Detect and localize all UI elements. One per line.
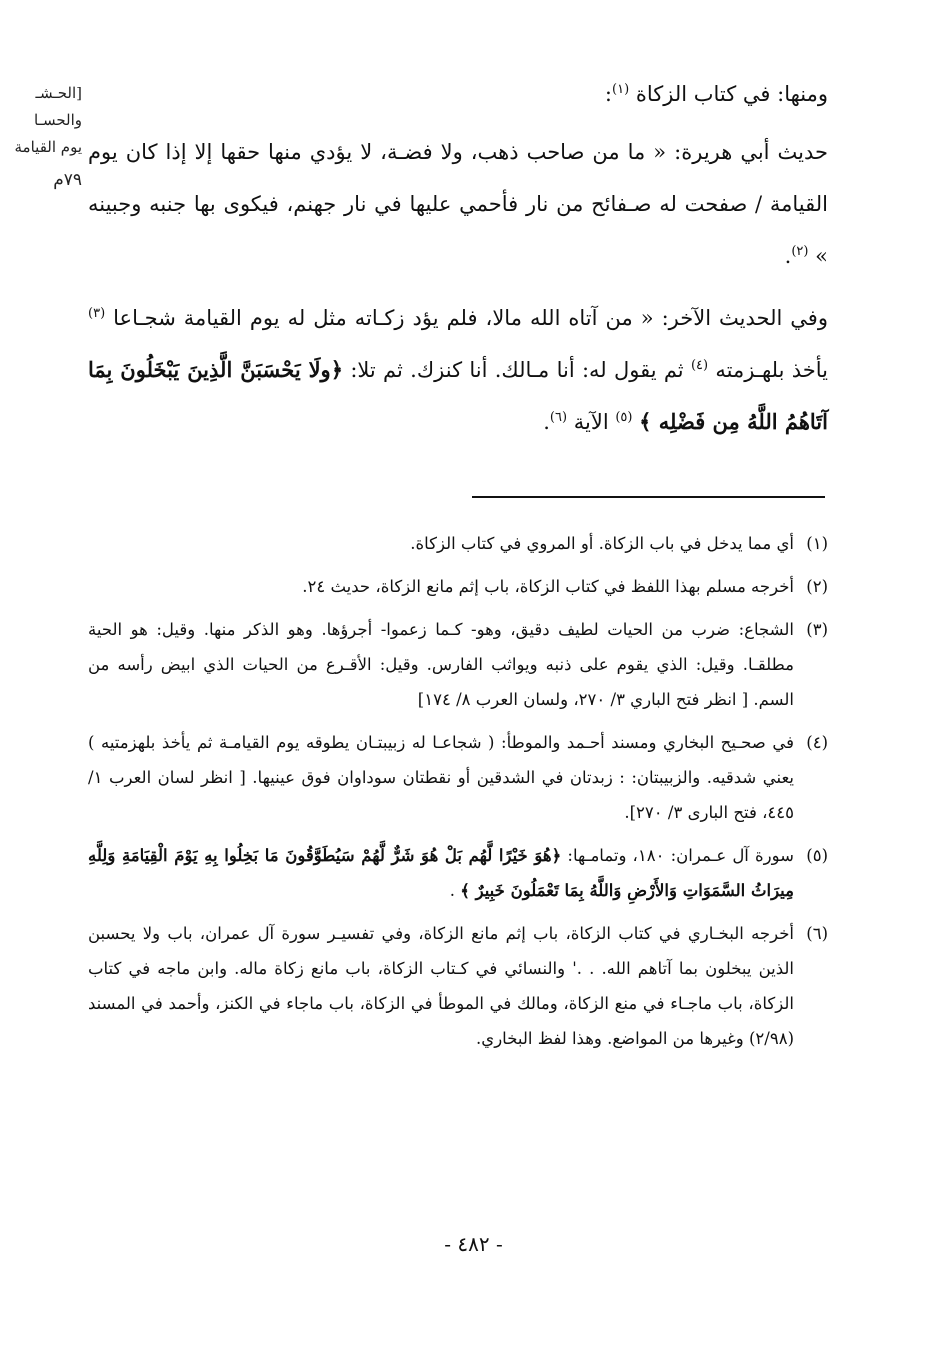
footnote-end: . xyxy=(449,881,455,900)
quran-verse: ﴿ولَا يَحْسَبَنَّ الَّذِينَ يَبْخَلُونَ بِمَا آتَاهُمُ اللَّهُ مِن فَضْلِه ﴾ xyxy=(88,357,828,434)
margin-note-line: والحسـا xyxy=(33,111,82,129)
footnote-4 xyxy=(88,725,828,830)
footnote-ref: (٢) xyxy=(791,244,809,259)
footnote-separator xyxy=(472,496,825,498)
margin-note-line: [الحـشـ xyxy=(35,84,82,102)
footnote-text: سورة آل عـمران: ١٨٠، وتمامـها: xyxy=(567,846,794,865)
paragraph-end: . xyxy=(784,244,792,268)
footnote-5 xyxy=(88,838,828,908)
section-title-text: ومنها: في كتاب الزكاة xyxy=(635,82,828,106)
section-title-colon: : xyxy=(604,82,612,106)
footnote-3 xyxy=(88,612,828,717)
paragraph-end: . xyxy=(543,410,550,434)
hadith-text: ثم يقول له: أنا مـالك. أنا كنزك. ثم تلا: xyxy=(350,358,684,382)
footnote-text: أخرجه البخـاري في كتاب الزكاة، باب إثم مانع الزكاة، وفي تفسيـر سورة آل عمران، باب ولا يحسبن الذين يبخلون بما آتاهم الله. . .' والنسائي في كـتاب الزكاة، باب مانع زكاة ماله. وابن ماجه في كتاب الزكاة، باب ماجـاء في منع الزكاة، ومالك في الموطأ في الزكاة، باب ماجاء في الكنز، وأحمد في المسند (٢/٩٨) وغيرها من المواضع. وهذا لفظ البخاري. xyxy=(88,924,794,1048)
footnotes xyxy=(88,526,828,1064)
hadith-paragraph-2 xyxy=(88,292,828,448)
margin-note-line: يوم القيامة xyxy=(14,138,82,156)
footnote-number: (١) xyxy=(806,534,828,553)
footnote-number: (٥) xyxy=(806,846,828,865)
footnote-number: (٦) xyxy=(806,924,828,943)
margin-notes xyxy=(0,80,82,194)
hadith-text: حديث أبي هريرة: « ما من صاحب ذهب، ولا فضـة، لا يؤدي منها حقها إلا إذا كان يوم القيامة / صفحت له صـفائح من نار فأحمي عليها في نار جهنم، فيكوى بها جنبه وجبينه » xyxy=(88,140,828,268)
footnote-text: الشجاع: ضرب من الحيات لطيف دقيق، وهو- كـما زعموا- أجرؤها. وهو الذكر منها. وقيل: هو الحية مطلقـا. وقيل: الذي يقوم على ذنبه ويواثب الفارس. وقيل: الأقـرع من الحيات الذي ابيض رأسه من السم. [ انظر فتح الباري ٣/ ٢٧٠، ولسان العرب ٨/ ١٧٤] xyxy=(88,620,794,709)
footnote-number: (٢) xyxy=(806,577,828,596)
footnote-number: (٣) xyxy=(806,620,828,639)
footnote-text: أخرجه مسلم بهذا اللفظ في كتاب الزكاة، باب إثم مانع الزكاة، حديث ٢٤. xyxy=(302,577,794,596)
footnote-text: في صحـيح البخاري ومسند أحـمد والموطأ: ( شجاعـا له زبيبتـان يطوقه يوم القيامـة ثم يأخذ بلهزمتيه ) يعني شدقيه. والزبيبتان: : زبدتان في الشدقين أو نقطتان سوداوان فوق عينيها. [ انظر لسان العرب ١/ ٤٤٥، فتح البارى ٣/ ٢٧٠]. xyxy=(88,733,794,822)
page-number: - ٤٨٢ - xyxy=(444,1232,503,1256)
footnote-ref: (٣) xyxy=(88,306,106,321)
hadith-paragraph-1 xyxy=(88,126,828,282)
footnote-1 xyxy=(88,526,828,561)
main-text xyxy=(88,68,828,458)
footnote-ref: (٦) xyxy=(549,410,568,425)
footnote-ref: (٥) xyxy=(615,410,633,425)
verse-label: الآية xyxy=(573,410,609,434)
footnote-number: (٤) xyxy=(806,733,828,752)
manuscript-page-ref: ٧٩م xyxy=(53,170,82,190)
footnote-ref: (١) xyxy=(612,82,630,97)
footnote-2 xyxy=(88,569,828,604)
quran-verse: ﴿هُوَ خَيْرًا لَّهُم بَلْ هُوَ شَرٌّ لَّهُمْ سَيُطَوَّقُونَ مَا بَخِلُوا بِهِ يَوْمَ الْقِيَامَةِ وَلِلَّهِ مِيرَاثُ السَّمَوَاتِ وَالأَرْضِ وَاللَّهُ بِمَا تَعْمَلُونَ خَبِيرٌ ﴾ xyxy=(88,846,794,900)
footnote-6 xyxy=(88,916,828,1056)
footnote-ref: (٤) xyxy=(690,358,709,373)
hadith-text: يأخذ بلهـزمته xyxy=(715,358,828,382)
hadith-text: وفي الحديث الآخر: « من آتاه الله مالا، فلم يؤد زكـاته مثل له يوم القيامة شجـاعا xyxy=(113,306,828,330)
section-title xyxy=(88,68,828,120)
footnote-text: أي مما يدخل في باب الزكاة. أو المروي في كتاب الزكاة. xyxy=(410,534,794,553)
